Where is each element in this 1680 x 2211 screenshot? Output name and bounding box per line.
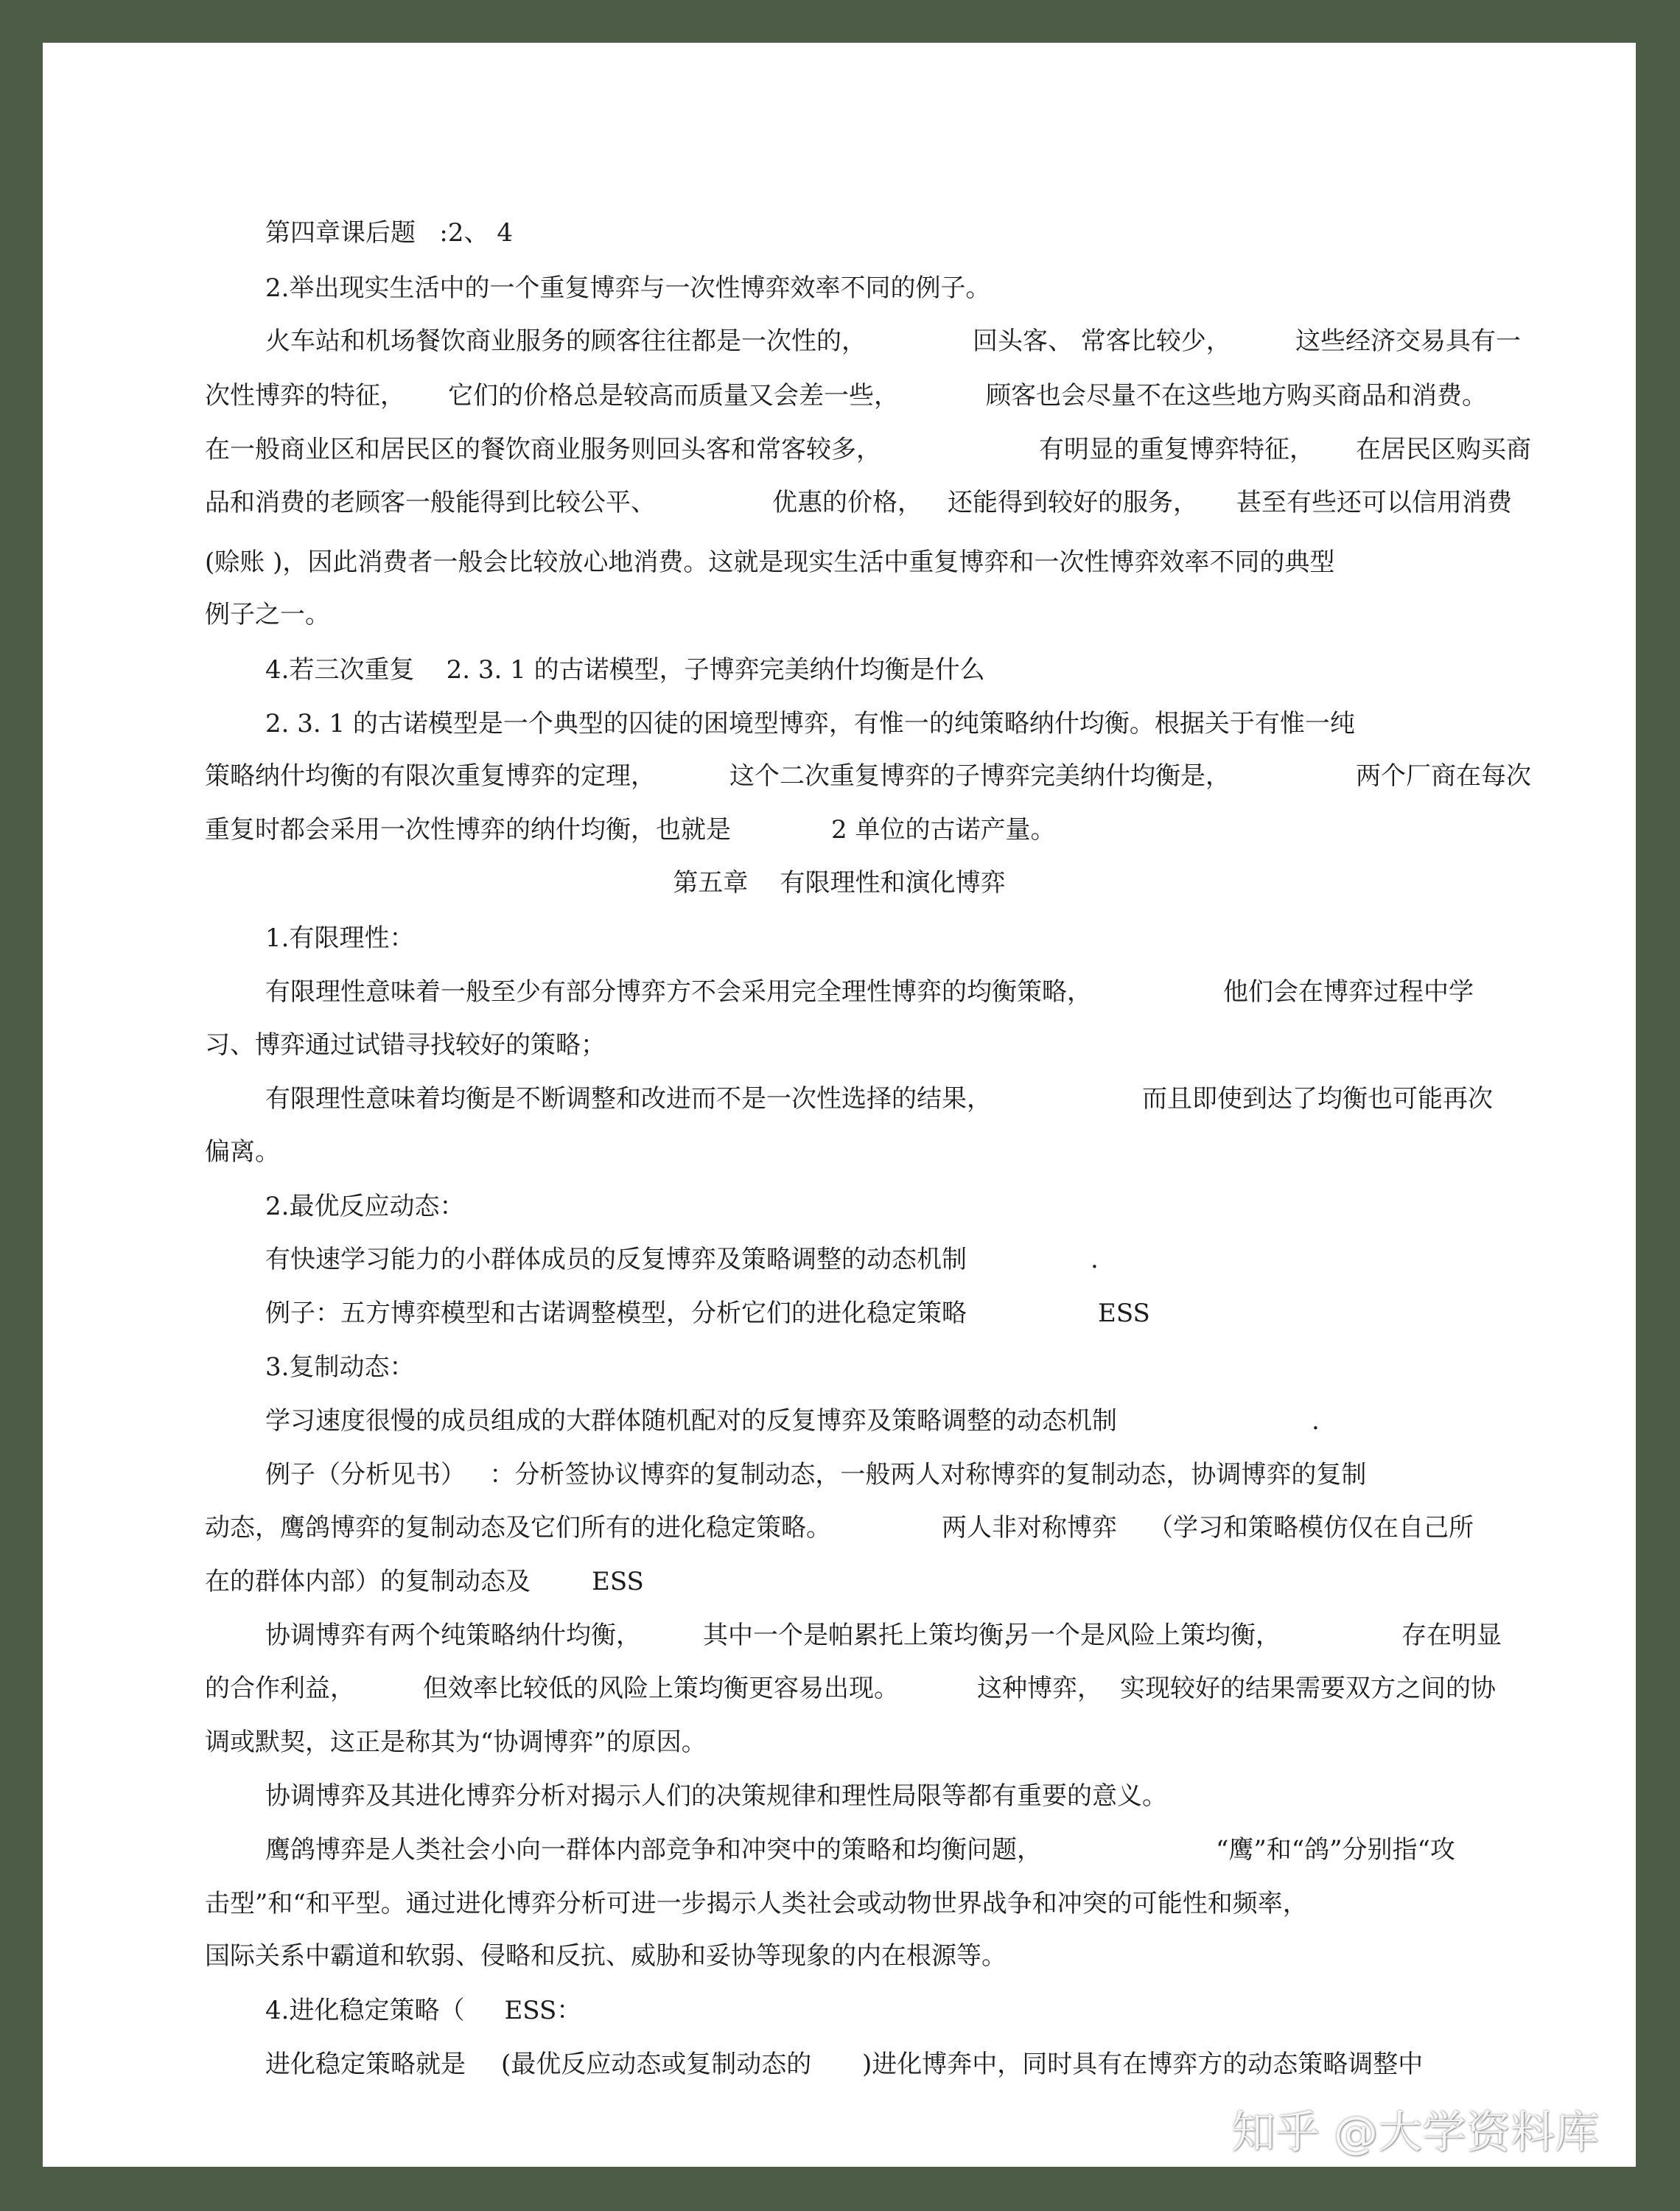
- question-heading: [265, 655, 985, 685]
- text-segment: 顾客也会尽量不在这些地方购买商品和消费。: [986, 381, 1487, 411]
- section-heading: [265, 1352, 414, 1382]
- text-segment: 例子（分析见书） ：分析签协议博弈的复制动态，一般两人对称博弈的复制动态，协调博弈的复制: [265, 1460, 1367, 1489]
- text-segment: 有快速学习能力的小群体成员的反复博弈及策略调整的动态机制: [265, 1245, 967, 1274]
- watermark: 知乎 @大学资料库: [1231, 2107, 1599, 2159]
- text-line: [265, 709, 1355, 738]
- text-segment: 两个厂商在每次: [1356, 761, 1531, 791]
- text-segment: ESS: [592, 1567, 644, 1596]
- text-line: [265, 1460, 1366, 1489]
- text-segment: 甚至有些还可以信用消费: [1236, 488, 1512, 517]
- text-line: [265, 218, 513, 248]
- text-segment: 进化稳定策略就是: [265, 2050, 466, 2079]
- text-segment: 次性博弈的特征，: [205, 381, 405, 411]
- text-segment: 还能得到较好的服务，: [948, 488, 1198, 517]
- text-segment: 回头客、 常客比较少，: [973, 326, 1231, 356]
- text-segment: 重复时都会采用一次性博弈的纳什均衡，也就是: [205, 815, 731, 845]
- text-segment: 有限理性意味着均衡是不断调整和改进而不是一次性选择的结果，: [265, 1084, 992, 1114]
- document-page: [43, 43, 1636, 2167]
- text-segment: ESS: [1098, 1299, 1150, 1328]
- text-line: [205, 1030, 606, 1060]
- text-segment: 4.若三次重复 2. 3. 1 的古诺模型，子博弈完美纳什均衡是什么: [265, 655, 985, 685]
- text-segment: 有限理性意味着一般至少有部分博弈方不会采用完全理性博弈的均衡策略，: [265, 977, 1092, 1007]
- text-segment: 偏离。: [205, 1137, 280, 1167]
- text-segment: 在居民区购买商: [1356, 435, 1531, 464]
- text-segment: 2.最优反应动态：: [265, 1192, 465, 1221]
- text-segment: 两人非对称博弈: [942, 1513, 1117, 1543]
- text-segment: 它们的价格总是较高而质量又会差一些，: [448, 381, 899, 411]
- text-line: [205, 600, 330, 629]
- text-segment: )进化博奔中，同时具有在博弈方的动态策略调整中: [862, 2050, 1424, 2079]
- text-segment: 动态，鹰鸽博弈的复制动态及它们所有的进化稳定策略。: [205, 1513, 831, 1543]
- chapter-heading: [43, 868, 1636, 898]
- text-line: [205, 1137, 280, 1167]
- text-segment: 的合作利益，: [205, 1674, 355, 1703]
- text-segment: 实现较好的结果需要双方之间的协: [1120, 1674, 1496, 1703]
- text-segment: 这些经济交易具有一: [1295, 326, 1521, 356]
- text-segment: 1.有限理性：: [265, 923, 415, 953]
- text-segment: (赊账 )，因此消费者一般会比较放心地消费。这就是现实生活中重复博弈和一次性博弈效率不同的典型: [205, 548, 1335, 577]
- text-line: [205, 1889, 1308, 1918]
- text-segment: 2.举出现实生活中的一个重复博弈与一次性博弈效率不同的例子。: [265, 273, 991, 303]
- text-line: [205, 548, 1334, 577]
- text-segment: 3.复制动态：: [265, 1352, 415, 1382]
- text-segment: 存在明显: [1401, 1621, 1502, 1650]
- text-segment: 调或默契，这正是称其为“协调博弈”的原因。: [205, 1728, 707, 1757]
- text-segment: .: [1312, 1406, 1320, 1436]
- text-segment: 鹰鸽博弈是人类社会小向一群体内部竞争和冲突中的策略和均衡问题，: [265, 1835, 1042, 1865]
- text-segment: 协调博弈有两个纯策略纳什均衡，: [265, 1621, 641, 1650]
- text-segment: 国际关系中霸道和软弱、侵略和反抗、威胁和妥协等现象的内在根源等。: [205, 1941, 1007, 1971]
- text-segment: 例子之一。: [205, 600, 330, 629]
- text-segment: 而且即使到达了均衡也可能再次: [1142, 1084, 1493, 1114]
- text-segment: 这种博弈，: [977, 1674, 1102, 1703]
- text-segment: 学习速度很慢的成员组成的大群体随机配对的反复博弈及策略调整的动态机制: [265, 1406, 1117, 1436]
- text-segment: 火车站和机场餐饮商业服务的顾客往往都是一次性的，: [265, 326, 867, 356]
- text-segment: 2. 3. 1 的古诺模型是一个典型的囚徒的困境型博弈，有惟一的纯策略纳什均衡。根据关于有惟一纯: [265, 709, 1355, 738]
- text-segment: 协调博弈及其进化博弈分析对揭示人们的决策规律和理性局限等都有重要的意义。: [265, 1781, 1167, 1811]
- text-segment: 第四章课后题 :2、 4: [265, 218, 513, 248]
- text-line: [205, 1728, 707, 1757]
- section-heading: [265, 1192, 464, 1221]
- text-segment: 击型”和“和平型。通过进化博弈分析可进一步揭示人类社会或动物世界战争和冲突的可能性和频率，: [205, 1889, 1308, 1918]
- text-segment: 这个二次重复博弈的子博弈完美纳什均衡是，: [729, 761, 1231, 791]
- text-segment: （学习和策略模仿仅在自己所: [1148, 1513, 1474, 1543]
- text-segment: 2 单位的古诺产量。: [831, 815, 1056, 845]
- question-heading: [265, 273, 990, 303]
- text-segment: 策略纳什均衡的有限次重复博弈的定理，: [205, 761, 656, 791]
- text-line: [265, 1781, 1167, 1811]
- section-heading: [265, 1996, 581, 2025]
- text-segment: “鹰”和“鸽”分别指“攻: [1216, 1835, 1455, 1865]
- text-segment: .: [1091, 1245, 1099, 1274]
- text-segment: 他们会在博弈过程中学: [1223, 977, 1474, 1007]
- text-segment: 在的群体内部）的复制动态及: [205, 1567, 531, 1596]
- text-segment: 在一般商业区和居民区的餐饮商业服务则回头客和常客较多，: [205, 435, 881, 464]
- text-segment: 但效率比较低的风险上策均衡更容易出现。: [423, 1674, 899, 1703]
- text-segment: (最优反应动态或复制动态的: [501, 2050, 812, 2079]
- text-segment: 4.进化稳定策略（ ESS：: [265, 1996, 582, 2025]
- text-segment: 有明显的重复博弈特征，: [1039, 435, 1315, 464]
- text-segment: 优惠的价格，: [772, 488, 923, 517]
- section-heading: [265, 923, 414, 953]
- text-segment: 其中一个是帕累托上策均衡，: [703, 1621, 1029, 1650]
- text-segment: 第五章 有限理性和演化博弈: [673, 868, 1006, 898]
- text-segment: 习、博弈通过试错寻找较好的策略；: [205, 1030, 606, 1060]
- text-segment: 品和消费的老顾客一般能得到比较公平、: [205, 488, 656, 517]
- text-segment: 例子：五方博弈模型和古诺调整模型，分析它们的进化稳定策略: [265, 1299, 967, 1328]
- text-line: [205, 1941, 1007, 1971]
- text-segment: 另一个是风险上策均衡，: [1005, 1621, 1281, 1650]
